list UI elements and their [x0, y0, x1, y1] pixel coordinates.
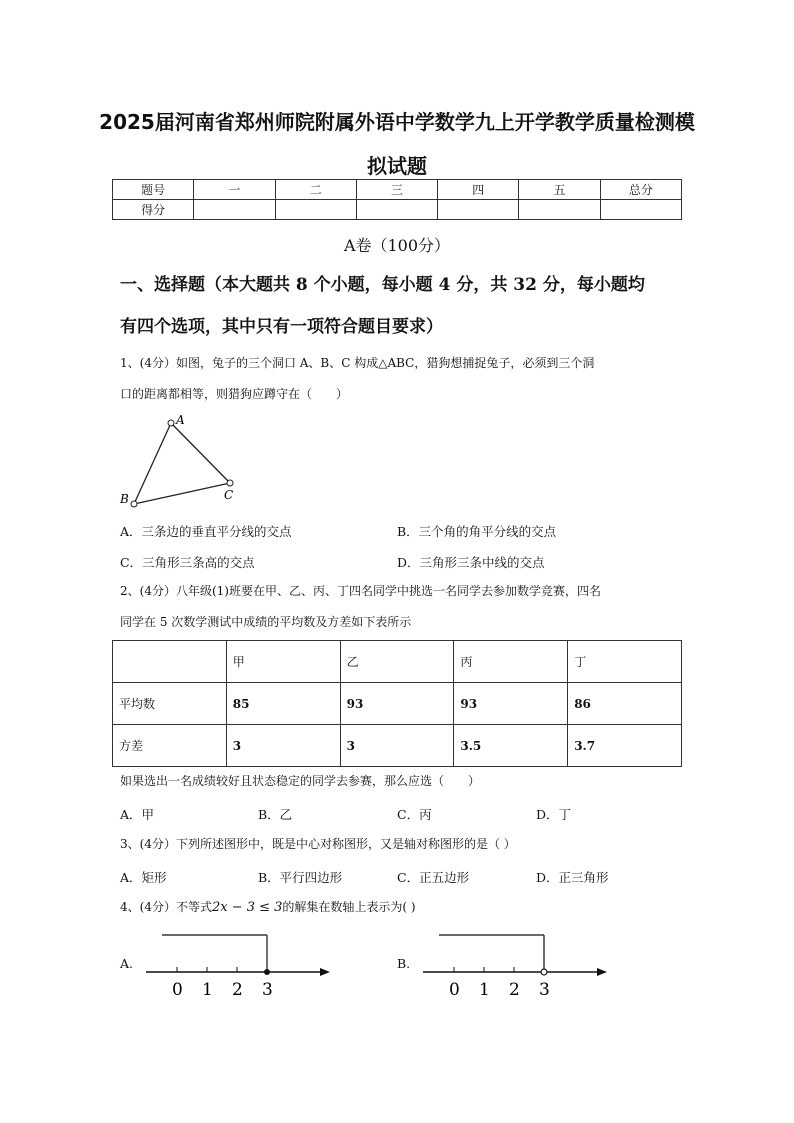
tick-label-1: 1	[202, 980, 213, 1000]
score-cell	[194, 200, 275, 220]
stats-cell: 3	[340, 725, 454, 767]
triangle-side-bc	[134, 483, 230, 504]
q4-inequality: 2x − 3 ≤ 3	[211, 900, 283, 915]
q2-option-d[interactable]: D．丁	[536, 807, 572, 822]
triangle-side-ac	[171, 423, 230, 483]
q4-prefix: 4、(4分）不等式	[120, 900, 212, 914]
stats-cell: 93	[454, 683, 568, 725]
axis-arrow	[320, 968, 330, 976]
q3-option-a[interactable]: A．矩形	[120, 870, 167, 885]
q1-text-line1: 1、(4分）如图，兔子的三个洞口 A、B、C 构成△ABC，猎狗想捕捉兔子，必须到三个洞	[120, 356, 595, 370]
tick-label-3: 3	[262, 980, 273, 1000]
stats-header-cell: 丁	[568, 641, 682, 683]
q4-text	[120, 892, 416, 923]
vertex-b-label: B	[120, 492, 129, 506]
q1-option-d[interactable]: D．三角形三条中线的交点	[397, 555, 545, 570]
score-table-header-row	[113, 180, 682, 200]
tick-label-0: 0	[449, 980, 460, 1000]
tick-label-2: 2	[509, 980, 520, 1000]
score-header-cell: 一	[194, 180, 275, 200]
q4-option-b-label[interactable]: B.	[397, 956, 411, 971]
score-header-cell: 二	[275, 180, 356, 200]
q3-option-c[interactable]: C．正五边形	[397, 870, 470, 885]
open-endpoint-3	[541, 969, 547, 975]
triangle-side-ab	[134, 423, 171, 504]
score-header-cell: 五	[519, 180, 600, 200]
tick-label-2: 2	[232, 980, 243, 1000]
stats-header-cell: 丙	[454, 641, 568, 683]
q4-number-line-a	[140, 925, 340, 1000]
axis-arrow	[597, 968, 607, 976]
q2-option-c[interactable]: C．丙	[397, 807, 432, 822]
tick-label-3: 3	[539, 980, 550, 1000]
vertex-b	[131, 501, 137, 507]
doc-title-line2: 拟试题	[367, 154, 427, 178]
vertex-c	[227, 480, 233, 486]
score-cell	[519, 200, 600, 220]
q2-stats-table	[112, 640, 682, 767]
score-table-score-row	[113, 200, 682, 220]
stats-cell: 3.5	[454, 725, 568, 767]
score-header-cell: 总分	[600, 180, 681, 200]
q4-option-a-label[interactable]: A.	[120, 956, 134, 971]
closed-endpoint-3	[264, 969, 270, 975]
stats-cell: 85	[226, 683, 340, 725]
q1-text-line2: 口的距离都相等，则猎狗应蹲守在（ ）	[120, 387, 349, 401]
score-row-label: 得分	[113, 200, 194, 220]
q1-option-c[interactable]: C．三角形三条高的交点	[120, 555, 255, 570]
q2-option-b[interactable]: B．乙	[258, 807, 293, 822]
q1-triangle-figure	[114, 410, 244, 510]
stats-row-label: 平均数	[113, 683, 227, 725]
stats-cell: 3.7	[568, 725, 682, 767]
q3-text: 3、(4分）下列所述图形中，既是中心对称图形，又是轴对称图形的是（ ）	[120, 837, 516, 851]
stats-cell: 86	[568, 683, 682, 725]
q3-option-d[interactable]: D．正三角形	[536, 870, 609, 885]
stats-header-cell: 甲	[226, 641, 340, 683]
stats-row-label: 方差	[113, 725, 227, 767]
tick-label-1: 1	[479, 980, 490, 1000]
q2-prompt: 如果选出一名成绩较好且状态稳定的同学去参赛，那么应选（ ）	[120, 774, 481, 788]
score-header-cell: 题号	[113, 180, 194, 200]
stats-cell: 93	[340, 683, 454, 725]
stats-variance-row	[113, 725, 682, 767]
stats-mean-row	[113, 683, 682, 725]
section-a-heading: A卷（100分）	[343, 236, 451, 255]
vertex-a-label: A	[176, 413, 185, 427]
score-header-cell: 三	[356, 180, 437, 200]
stats-header-cell: 乙	[340, 641, 454, 683]
score-cell	[356, 200, 437, 220]
score-cell	[275, 200, 356, 220]
q4-suffix: 的解集在数轴上表示为( )	[282, 900, 416, 914]
score-cell	[600, 200, 681, 220]
q2-text-line2: 同学在 5 次数学测试中成绩的平均数及方差如下表所示	[120, 615, 412, 629]
stats-header-row	[113, 641, 682, 683]
score-cell	[438, 200, 519, 220]
q2-text-line1: 2、(4分）八年级(1)班要在甲、乙、丙、丁四名同学中挑选一名同学去参加数学竞赛，四名	[120, 584, 601, 598]
part1-heading-line2: 有四个选项，其中只有一项符合题目要求）	[120, 317, 443, 337]
score-table	[112, 179, 682, 220]
q4-number-line-b	[417, 925, 617, 1000]
q3-option-b[interactable]: B．平行四边形	[258, 870, 343, 885]
q1-option-a[interactable]: A．三条边的垂直平分线的交点	[120, 524, 292, 539]
doc-title-line1: 2025届河南省郑州师院附属外语中学数学九上开学教学质量检测模	[99, 110, 695, 134]
stats-header-cell	[113, 641, 227, 683]
score-header-cell: 四	[438, 180, 519, 200]
tick-label-0: 0	[172, 980, 183, 1000]
vertex-a	[168, 420, 174, 426]
q1-option-b[interactable]: B．三个角的角平分线的交点	[397, 524, 557, 539]
part1-heading-line1: 一、选择题（本大题共 8 个小题，每小题 4 分，共 32 分，每小题均	[120, 275, 645, 295]
q2-option-a[interactable]: A．甲	[120, 807, 155, 822]
stats-cell: 3	[226, 725, 340, 767]
vertex-c-label: C	[224, 488, 234, 502]
